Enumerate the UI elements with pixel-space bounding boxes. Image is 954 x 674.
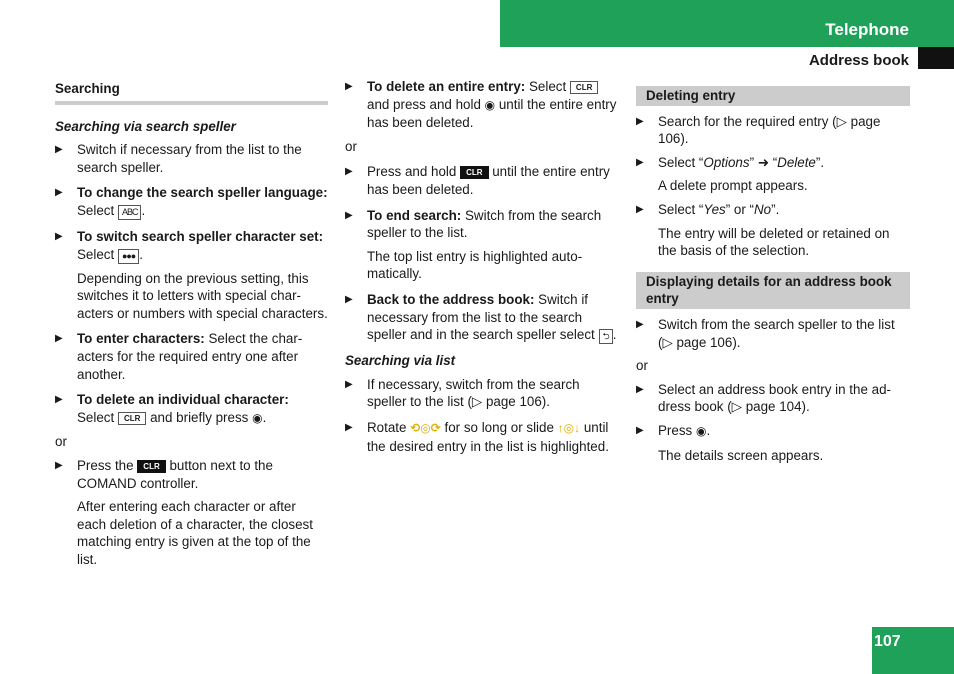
- item-text: and briefly press: [146, 409, 253, 425]
- body-paragraph: Depending on the previous setting, this switches it to letters with special characters or numbers with special characters.: [77, 270, 328, 321]
- item-text: ”: [749, 154, 758, 170]
- item-text: .: [706, 422, 711, 438]
- body-paragraph: A delete prompt appears.: [658, 178, 808, 194]
- item-text: Switch from the search speller to the list.: [367, 207, 602, 241]
- item-text: ”.: [815, 154, 825, 170]
- press-controller-icon: ◉: [484, 97, 496, 112]
- menu-option-delete: Delete: [777, 154, 816, 170]
- menu-option-no: No: [754, 201, 772, 217]
- heading-deleting-entry: Deleting entry: [636, 86, 910, 106]
- item-text: Select: [77, 202, 118, 218]
- bullet-arrow-icon: ▶: [55, 230, 63, 242]
- item-text: until the entire entry has been deleted.: [367, 164, 610, 197]
- back-icon: ⮌: [599, 329, 613, 344]
- column-3: [636, 78, 910, 470]
- item-text: Switch if necessary from the list to the search speller.: [77, 142, 302, 175]
- bullet-arrow-icon: ▶: [345, 81, 353, 92]
- item-text: Search for the required entry (▷ page 106).: [658, 113, 881, 147]
- item-text: Select: [77, 409, 118, 425]
- list-item: [345, 78, 621, 132]
- bullet-arrow-icon: ▶: [345, 421, 353, 433]
- bullet-arrow-icon: ▶: [55, 459, 63, 471]
- clr-button-icon: CLR: [137, 460, 165, 473]
- item-text: for so long or slide: [440, 419, 558, 435]
- section-title: Telephone: [825, 20, 909, 39]
- bullet-arrow-icon: ▶: [345, 293, 353, 305]
- item-text: Press and hold: [367, 164, 461, 180]
- bullet-arrow-icon: ▶: [55, 187, 63, 199]
- character-set-icon: ●●●: [118, 249, 139, 264]
- item-text: until the desired entry in the list is highlighted.: [367, 419, 609, 454]
- page-number: 107: [874, 633, 901, 650]
- rotate-controller-icon: ⟲◎⟳: [410, 420, 441, 435]
- list-item: [636, 422, 910, 441]
- heading-displaying-details: Displaying details for an address book entry: [636, 272, 910, 309]
- menu-option-options: Options: [703, 154, 750, 170]
- list-item: ▶ To change the search speller language: Select ABC .: [55, 185, 328, 218]
- section-header-tab: [500, 0, 954, 47]
- list-item: [55, 330, 328, 383]
- body-paragraph: The details screen appears.: [658, 447, 824, 463]
- list-item: ▶ To switch search speller character set: Select ●●● .: [55, 228, 324, 262]
- clr-key-icon: CLR: [570, 81, 598, 94]
- bullet-arrow-icon: ▶: [55, 333, 63, 345]
- item-text: Rotate: [367, 419, 411, 435]
- clr-key-icon: CLR: [118, 412, 146, 425]
- or-separator: or: [345, 138, 357, 154]
- item-text: Switch from the search speller to the list (▷ page 106).: [658, 316, 895, 350]
- bullet-arrow-icon: ▶: [345, 378, 353, 390]
- item-text: ”.: [771, 201, 780, 217]
- press-controller-icon: ◉: [695, 423, 707, 438]
- item-text: .: [612, 327, 617, 343]
- item-text: ” or “: [725, 201, 755, 217]
- column-1: [55, 78, 328, 574]
- column-2: [345, 78, 621, 461]
- bullet-arrow-icon: ▶: [636, 115, 644, 127]
- list-item: [345, 376, 621, 411]
- list-item: [345, 291, 621, 344]
- subheading-search-list: Searching via list: [345, 353, 456, 369]
- item-text: “: [768, 154, 778, 170]
- item-text: If necessary, switch from the search speller to the list (▷ page 106).: [367, 376, 580, 410]
- list-item: [636, 154, 910, 172]
- bullet-arrow-icon: ▶: [636, 203, 644, 215]
- list-item: [636, 381, 910, 416]
- item-text: Select “: [658, 201, 704, 217]
- list-item: [636, 201, 910, 219]
- item-text: .: [262, 409, 267, 425]
- page-number-tab: [872, 627, 954, 674]
- list-item: [345, 163, 621, 198]
- item-text: Select “: [658, 154, 704, 170]
- heading-searching: Searching: [55, 80, 328, 105]
- item-label: To change the search speller language:: [77, 185, 328, 201]
- body-paragraph: After entering each character or after each deletion of a character, the closest matching entry is given at the top of the list.: [77, 499, 313, 567]
- item-label: To delete an individual character:: [77, 392, 289, 408]
- list-item: [55, 457, 328, 492]
- item-text: and press and hold: [367, 96, 485, 112]
- item-text: Switch if necessary from the list to the search speller and in the search speller select: [367, 291, 599, 343]
- clr-button-icon: CLR: [460, 166, 488, 179]
- or-separator: or: [55, 434, 67, 450]
- bullet-arrow-icon: ▶: [636, 383, 644, 395]
- item-label: To end search:: [367, 207, 462, 223]
- bullet-arrow-icon: ▶: [636, 156, 644, 168]
- list-item: [636, 113, 910, 148]
- list-item: [345, 419, 621, 455]
- bullet-arrow-icon: ▶: [345, 209, 353, 221]
- press-controller-icon: ◉: [252, 410, 263, 425]
- item-label: To enter characters:: [77, 331, 205, 347]
- item-text: Select: [77, 246, 118, 262]
- item-text: until the entire entry has been deleted.: [367, 96, 617, 131]
- item-text: button next to the COMAND controller.: [77, 457, 273, 491]
- bullet-arrow-icon: ▶: [55, 144, 63, 156]
- item-text: Select the characters for the required entry one after another.: [77, 331, 303, 382]
- subsection-title: Address book: [808, 52, 909, 69]
- list-item: [345, 207, 621, 242]
- item-text: Select: [525, 79, 570, 94]
- menu-option-yes: Yes: [703, 201, 726, 217]
- body-paragraph: The top list entry is highlighted automatically.: [367, 248, 583, 282]
- menu-arrow-icon: ➜: [757, 154, 769, 170]
- list-item: [55, 141, 328, 176]
- list-item: [636, 316, 910, 351]
- bullet-arrow-icon: ▶: [345, 166, 353, 178]
- bullet-arrow-icon: ▶: [636, 424, 644, 436]
- subheading-search-speller: Searching via search speller: [55, 118, 236, 134]
- item-label: Back to the address book:: [367, 291, 535, 307]
- item-text: Select an address book entry in the address book (▷ page 104).: [658, 381, 891, 415]
- section-marker-bar: [918, 47, 954, 69]
- or-separator: or: [636, 358, 648, 374]
- bullet-arrow-icon: ▶: [636, 318, 644, 330]
- body-paragraph: The entry will be deleted or retained on the basis of the selection.: [658, 225, 890, 259]
- list-item: [55, 391, 328, 427]
- item-label: To delete an entire entry:: [367, 79, 526, 94]
- slide-controller-icon: ↑◎↓: [557, 420, 581, 435]
- item-text: Press the: [77, 457, 138, 473]
- bullet-arrow-icon: ▶: [55, 394, 63, 406]
- item-label: To switch search speller character set:: [77, 228, 324, 244]
- speller-language-icon: ABC: [118, 205, 142, 220]
- item-text: Press: [658, 422, 696, 438]
